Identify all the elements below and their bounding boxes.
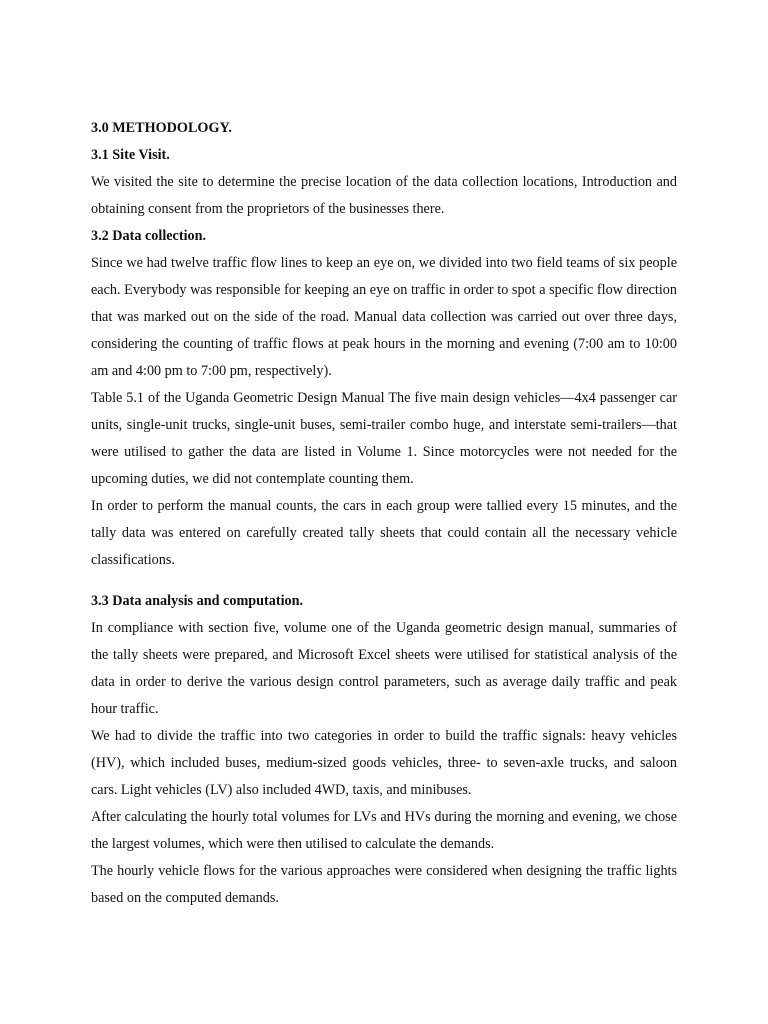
section-heading-site-visit: 3.1 Site Visit. bbox=[91, 147, 170, 163]
section-heading-methodology: 3.0 METHODOLOGY. bbox=[91, 120, 232, 136]
paragraph-data-analysis-2: We had to divide the traffic into two categories in order to build the traffic signals: heavy vehicles (HV), which included buses, medium-sized goods vehicles, three- to seven-axle trucks, and saloon cars. Light vehicles (LV) also included 4WD, taxis, and minibuses. bbox=[91, 728, 677, 798]
section-heading-data-collection: 3.2 Data collection. bbox=[91, 228, 207, 244]
paragraph-site-visit: We visited the site to determine the precise location of the data collection locations, Introduction and obtaining consent from the proprietors of the businesses there. bbox=[91, 174, 677, 217]
paragraph-data-analysis-3: After calculating the hourly total volumes for LVs and HVs during the morning and evening, we chose the largest volumes, which were then utilised to calculate the demands. bbox=[91, 809, 677, 852]
paragraph-data-analysis-4: The hourly vehicle flows for the various approaches were considered when designing the traffic lights based on the computed demands. bbox=[91, 863, 677, 906]
paragraph-data-collection-3: In order to perform the manual counts, the cars in each group were tallied every 15 minutes, and the tally data was entered on carefully created tally sheets that could contain all the necessary vehicle classifications. bbox=[91, 498, 677, 568]
paragraph-data-collection-1: Since we had twelve traffic flow lines to keep an eye on, we divided into two field teams of six people each. Everybody was responsible for keeping an eye on traffic in order to spot a specific flow direction that was marked out on the side of the road. Manual data collection was carried out over three days, considering the counting of traffic flows at peak hours in the morning and evening (7:00 am to 10:00 am and 4:00 pm to 7:00 pm, respectively). bbox=[91, 255, 677, 379]
document-page bbox=[91, 115, 677, 912]
paragraph-data-collection-2: Table 5.1 of the Uganda Geometric Design Manual The five main design vehicles—4x4 passenger car units, single-unit trucks, single-unit buses, semi-trailer combo huge, and interstate semi-trailers—that were utilised to gather the data are listed in Volume 1. Since motorcycles were not needed for the upcoming duties, we did not contemplate counting them. bbox=[91, 390, 677, 487]
section-heading-data-analysis: 3.3 Data analysis and computation. bbox=[91, 593, 304, 609]
paragraph-data-analysis-1: In compliance with section five, volume one of the Uganda geometric design manual, summaries of the tally sheets were prepared, and Microsoft Excel sheets were utilised for statistical analysis of the data in order to derive the various design control parameters, such as average daily traffic and peak hour traffic. bbox=[91, 620, 677, 717]
